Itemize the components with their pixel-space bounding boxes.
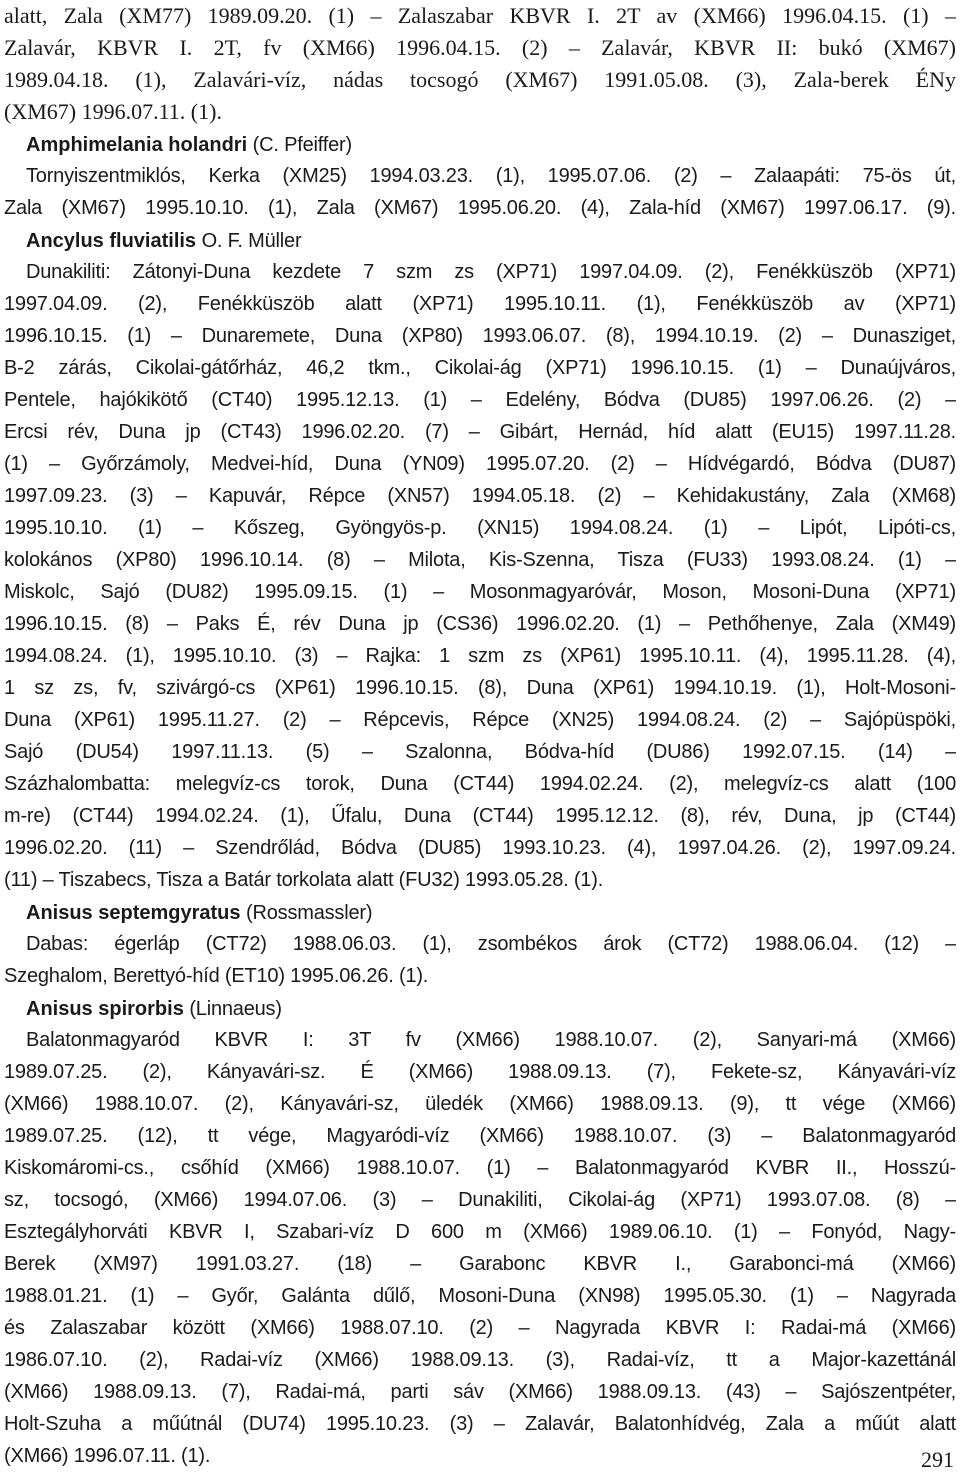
text-line: (XM66) 1988.10.07. (2), Kányavári-sz, üledék (XM66) 1988.09.13. (9), tt vége (XM66)	[4, 1093, 956, 1115]
text-line: Ercsi rév, Duna jp (CT43) 1996.02.20. (7) – Gibárt, Hernád, híd alatt (EU15) 1997.11.28.	[4, 421, 956, 443]
text-line: (XM66) 1996.07.11. (1).	[4, 1445, 211, 1467]
text-line: m-re) (CT44) 1994.02.24. (1), Űfalu, Duna (CT44) 1995.12.12. (8), rév, Duna, jp (CT44)	[4, 805, 956, 827]
text-line: alatt, Zala (XM77) 1989.09.20. (1) – Zalaszabar KBVR I. 2T av (XM66) 1996.04.15. (1) –	[4, 3, 956, 28]
text-line: 1996.02.20. (11) – Szendrőlád, Bódva (DU85) 1993.10.23. (4), 1997.04.26. (2), 1997.09.24.	[4, 837, 956, 859]
species-heading	[26, 896, 372, 928]
species-name: Anisus septemgyratus	[26, 902, 241, 924]
text-line: Sajó (DU54) 1997.11.13. (5) – Szalonna, Bódva-híd (DU86) 1992.07.15. (14) –	[4, 741, 956, 763]
text-line: Duna (XP61) 1995.11.27. (2) – Répcevis, Répce (XN25) 1994.08.24. (2) – Sajópüspöki,	[4, 709, 956, 731]
text-line: 1997.09.23. (3) – Kapuvár, Répce (XN57) 1994.05.18. (2) – Kehidakustány, Zala (XM68)	[4, 485, 956, 507]
text-line: (XM66) 1988.09.13. (7), Radai-má, parti sáv (XM66) 1988.09.13. (43) – Sajószentpéter,	[4, 1381, 956, 1403]
text-line: (11) – Tiszabecs, Tisza a Batár torkolata alatt (FU32) 1993.05.28. (1).	[4, 869, 604, 891]
text-line: 1986.07.10. (2), Radai-víz (XM66) 1988.09.13. (3), Radai-víz, tt a Major-kazettánál	[4, 1349, 956, 1371]
text-line: és Zalaszabar között (XM66) 1988.07.10. (2) – Nagyrada KBVR I: Radai-má (XM66)	[4, 1317, 956, 1339]
species-author: (Rossmassler)	[246, 902, 373, 924]
text-line: (XM67) 1996.07.11. (1).	[4, 99, 222, 124]
text-line: Berek (XM97) 1991.03.27. (18) – Garabonc KBVR I., Garabonci-má (XM66)	[4, 1253, 956, 1275]
text-line: 1996.10.15. (1) – Dunaremete, Duna (XP80) 1993.06.07. (8), 1994.10.19. (2) – Dunasziget,	[4, 325, 956, 347]
text-line: (1) – Győrzámoly, Medvei-híd, Duna (YN09) 1995.07.20. (2) – Hídvégardó, Bódva (DU87)	[4, 453, 956, 475]
species-author: O. F. Müller	[201, 230, 302, 252]
text-line: kolokános (XP80) 1996.10.14. (8) – Milota, Kis-Szenna, Tisza (FU33) 1993.08.24. (1) –	[4, 549, 956, 571]
text-line: Miskolc, Sajó (DU82) 1995.09.15. (1) – Mosonmagyaróvár, Moson, Mosoni-Duna (XP71)	[4, 581, 956, 603]
text-line: Holt-Szuha a műútnál (DU74) 1995.10.23. (3) – Zalavár, Balatonhídvég, Zala a műút alatt	[4, 1413, 956, 1435]
text-line: 1996.10.15. (8) – Paks É, rév Duna jp (CS36) 1996.02.20. (1) – Pethőhenye, Zala (XM49)	[4, 613, 956, 635]
text-line: Szeghalom, Berettyó-híd (ET10) 1995.06.26. (1).	[4, 965, 429, 987]
text-line: Százhalombatta: melegvíz-cs torok, Duna (CT44) 1994.02.24. (2), melegvíz-cs alatt (100	[4, 773, 956, 795]
text-line: 1989.04.18. (1), Zalavári-víz, nádas tocsogó (XM67) 1991.05.08. (3), Zala-berek ÉNy	[4, 67, 956, 92]
text-line: Kiskomáromi-cs., csőhíd (XM66) 1988.10.07. (1) – Balatonmagyaród KVBR II., Hosszú-	[4, 1157, 956, 1179]
text-line: 1989.07.25. (12), tt vége, Magyaródi-víz (XM66) 1988.10.07. (3) – Balatonmagyaród	[4, 1125, 956, 1147]
text-line: Balatonmagyaród KBVR I: 3T fv (XM66) 1988.10.07. (2), Sanyari-má (XM66)	[26, 1029, 956, 1051]
text-line: B-2 zárás, Cikolai-gátőrház, 46,2 tkm., Cikolai-ág (XP71) 1996.10.15. (1) – Dunaújváros,	[4, 357, 956, 379]
text-line: Dabas: égerláp (CT72) 1988.06.03. (1), zsombékos árok (CT72) 1988.06.04. (12) –	[26, 933, 956, 955]
text-line: 1997.04.09. (2), Fenékküszöb alatt (XP71) 1995.10.11. (1), Fenékküszöb av (XP71)	[4, 293, 956, 315]
text-line: Zala (XM67) 1995.10.10. (1), Zala (XM67) 1995.06.20. (4), Zala-híd (XM67) 1997.06.17. (9).	[4, 197, 956, 219]
text-line: 1989.07.25. (2), Kányavári-sz. É (XM66) 1988.09.13. (7), Fekete-sz, Kányavári-víz	[4, 1061, 956, 1083]
species-heading	[26, 128, 352, 160]
species-heading	[26, 992, 282, 1024]
species-heading	[26, 224, 301, 256]
species-author: (C. Pfeiffer)	[252, 134, 352, 156]
text-line: Zalavár, KBVR I. 2T, fv (XM66) 1996.04.15. (2) – Zalavár, KBVR II: bukó (XM67)	[4, 35, 956, 60]
text-line: Pentele, hajókikötő (CT40) 1995.12.13. (1) – Edelény, Bódva (DU85) 1997.06.26. (2) –	[4, 389, 956, 411]
text-line: Tornyiszentmiklós, Kerka (XM25) 1994.03.23. (1), 1995.07.06. (2) – Zalaapáti: 75-ös út,	[26, 165, 956, 187]
species-name: Anisus spirorbis	[26, 998, 184, 1020]
text-line: 1994.08.24. (1), 1995.10.10. (3) – Rajka: 1 szm zs (XP61) 1995.10.11. (4), 1995.11.28. (4),	[4, 645, 956, 667]
species-author: (Linnaeus)	[189, 998, 282, 1020]
text-line: 1988.01.21. (1) – Győr, Galánta dűlő, Mosoni-Duna (XN98) 1995.05.30. (1) – Nagyrada	[4, 1285, 956, 1307]
text-line: 1 sz zs, fv, szivárgó-cs (XP61) 1996.10.15. (8), Duna (XP61) 1994.10.19. (1), Holt-Mosoni-	[4, 677, 956, 699]
text-line: sz, tocsogó, (XM66) 1994.07.06. (3) – Dunakiliti, Cikolai-ág (XP71) 1993.07.08. (8) –	[4, 1189, 956, 1211]
page-number: 291	[921, 1447, 954, 1472]
species-name: Amphimelania holandri	[26, 134, 248, 156]
text-line: Esztegályhorváti KBVR I, Szabari-víz D 600 m (XM66) 1989.06.10. (1) – Fonyód, Nagy-	[4, 1221, 956, 1243]
text-line: Dunakiliti: Zátonyi-Duna kezdete 7 szm zs (XP71) 1997.04.09. (2), Fenékküszöb (XP71)	[26, 261, 956, 283]
text-line: 1995.10.10. (1) – Kőszeg, Gyöngyös-p. (XN15) 1994.08.24. (1) – Lipót, Lipóti-cs,	[4, 517, 956, 539]
species-name: Ancylus fluviatilis	[26, 230, 197, 252]
